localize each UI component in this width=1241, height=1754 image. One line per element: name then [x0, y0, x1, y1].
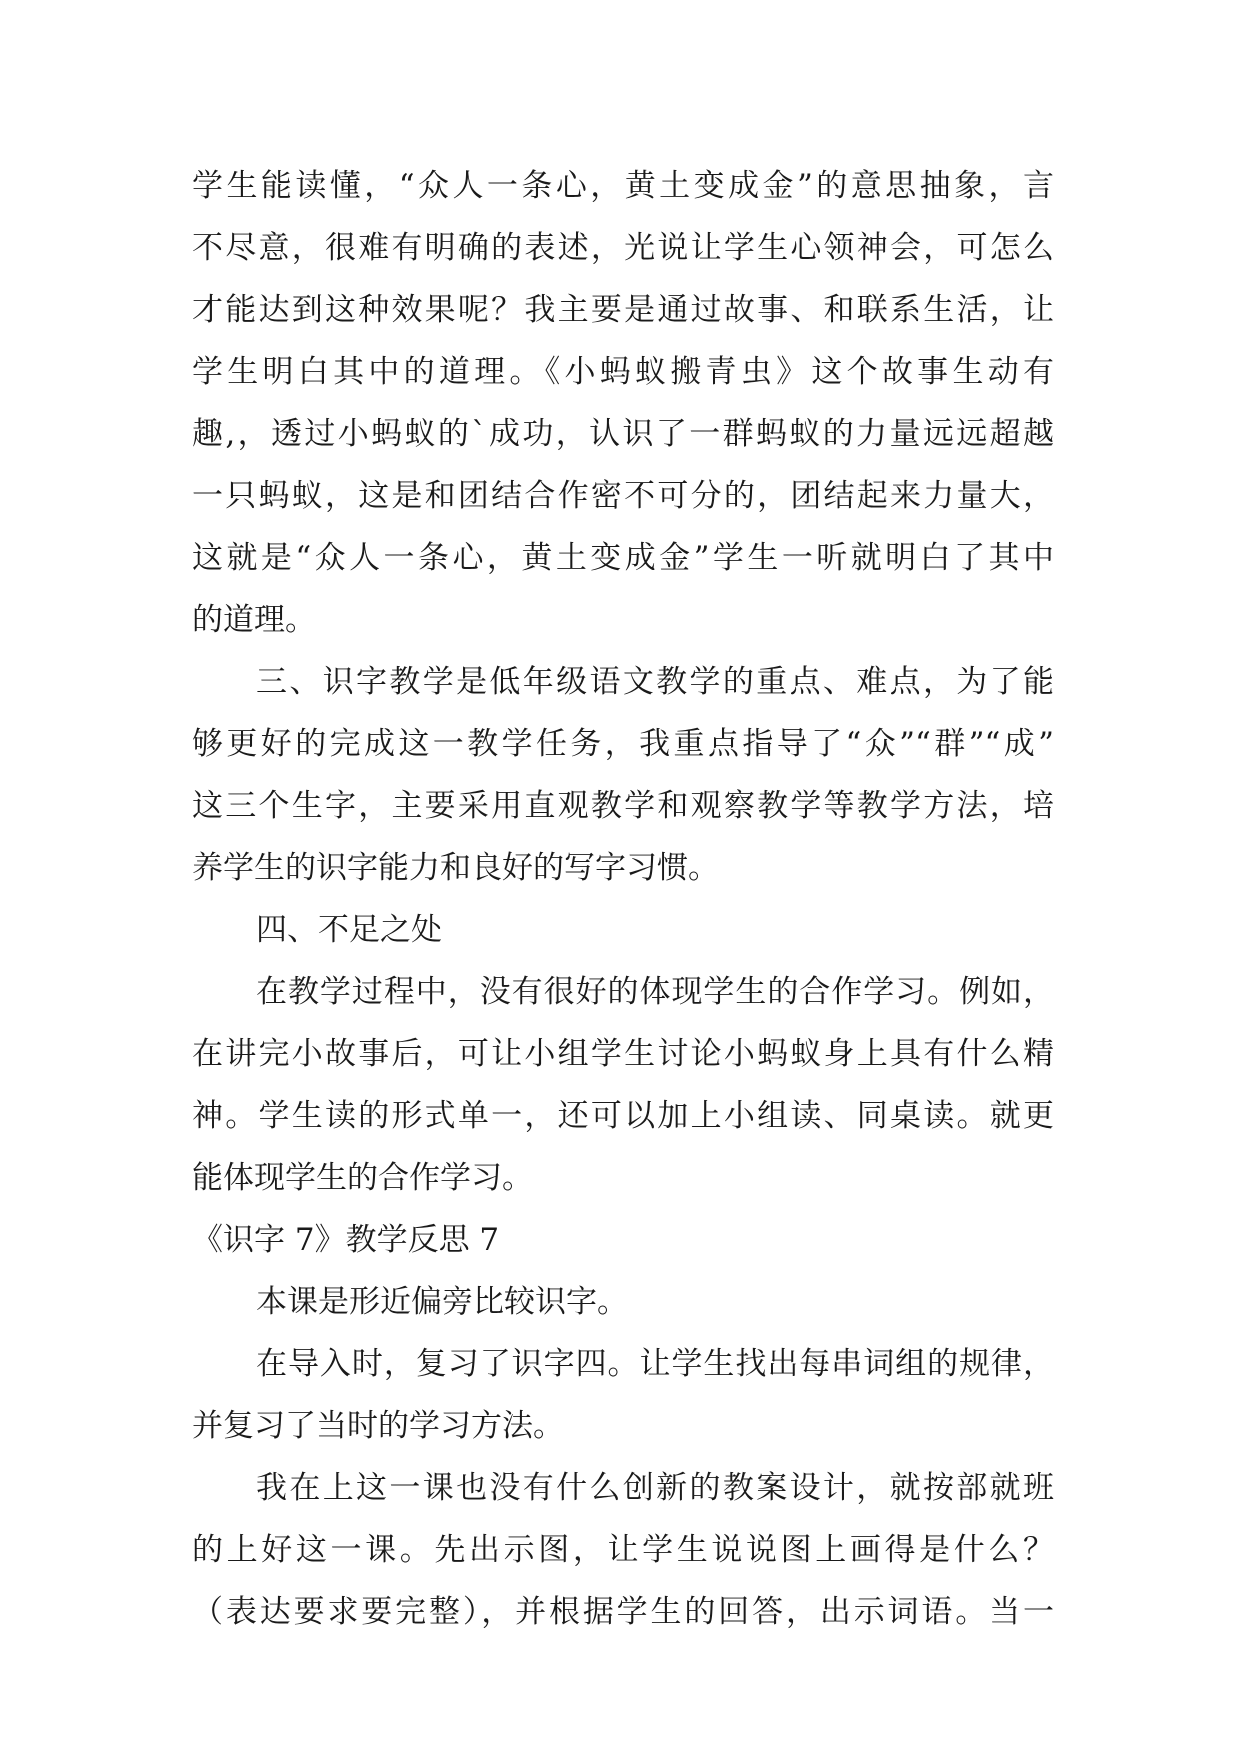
- article-title: 《识字 7》教学反思 7: [192, 1222, 500, 1258]
- text-line: 能体现学生的合作学习。: [192, 1160, 533, 1196]
- text-line: （表达要求要完整），并根据学生的回答，出示词语。当一: [192, 1594, 1054, 1630]
- document-page: [192, 155, 1054, 1643]
- text-line: 一只蚂蚁，这是和团结合作密不可分的，团结起来力量大，: [192, 478, 1054, 514]
- paragraph-start-line: 在教学过程中，没有很好的体现学生的合作学习。例如，: [256, 974, 1054, 1010]
- text-line: 不尽意，很难有明确的表述，光说让学生心领神会，可怎么: [192, 230, 1054, 266]
- paragraph-start-line: 我在上这一课也没有什么创新的教案设计，就按部就班: [256, 1470, 1054, 1506]
- text-line: 这三个生字，主要采用直观教学和观察教学等教学方法，培: [192, 788, 1054, 824]
- paragraph-start-line: 三、识字教学是低年级语文教学的重点、难点，为了能: [256, 664, 1054, 700]
- text-line: 的道理。: [192, 602, 316, 638]
- text-line: 学生明白其中的道理。《小蚂蚁搬青虫》这个故事生动有: [192, 354, 1054, 390]
- paragraph-start-line: 在导入时，复习了识字四。让学生找出每串词组的规律，: [256, 1346, 1054, 1382]
- text-line: 趣,，透过小蚂蚁的`成功，认识了一群蚂蚁的力量远远超越: [192, 416, 1054, 452]
- text-line: 神。学生读的形式单一，还可以加上小组读、同桌读。就更: [192, 1098, 1054, 1134]
- text-line: 的上好这一课。先出示图，让学生说说图上画得是什么？: [192, 1532, 1054, 1568]
- paragraph-line: 本课是形近偏旁比较识字。: [256, 1284, 628, 1320]
- text-line: 才能达到这种效果呢？我主要是通过故事、和联系生活，让: [192, 292, 1054, 328]
- text-line: 这就是“众人一条心，黄土变成金”学生一听就明白了其中: [192, 540, 1054, 576]
- text-line: 在讲完小故事后，可让小组学生讨论小蚂蚁身上具有什么精: [192, 1036, 1054, 1072]
- text-line: 够更好的完成这一教学任务，我重点指导了“众”“群”“成”: [192, 726, 1054, 762]
- section-heading: 四、不足之处: [256, 912, 442, 948]
- text-line: 学生能读懂，“众人一条心，黄土变成金”的意思抽象，言: [192, 168, 1054, 204]
- text-line: 并复习了当时的学习方法。: [192, 1408, 564, 1444]
- text-line: 养学生的识字能力和良好的写字习惯。: [192, 850, 719, 886]
